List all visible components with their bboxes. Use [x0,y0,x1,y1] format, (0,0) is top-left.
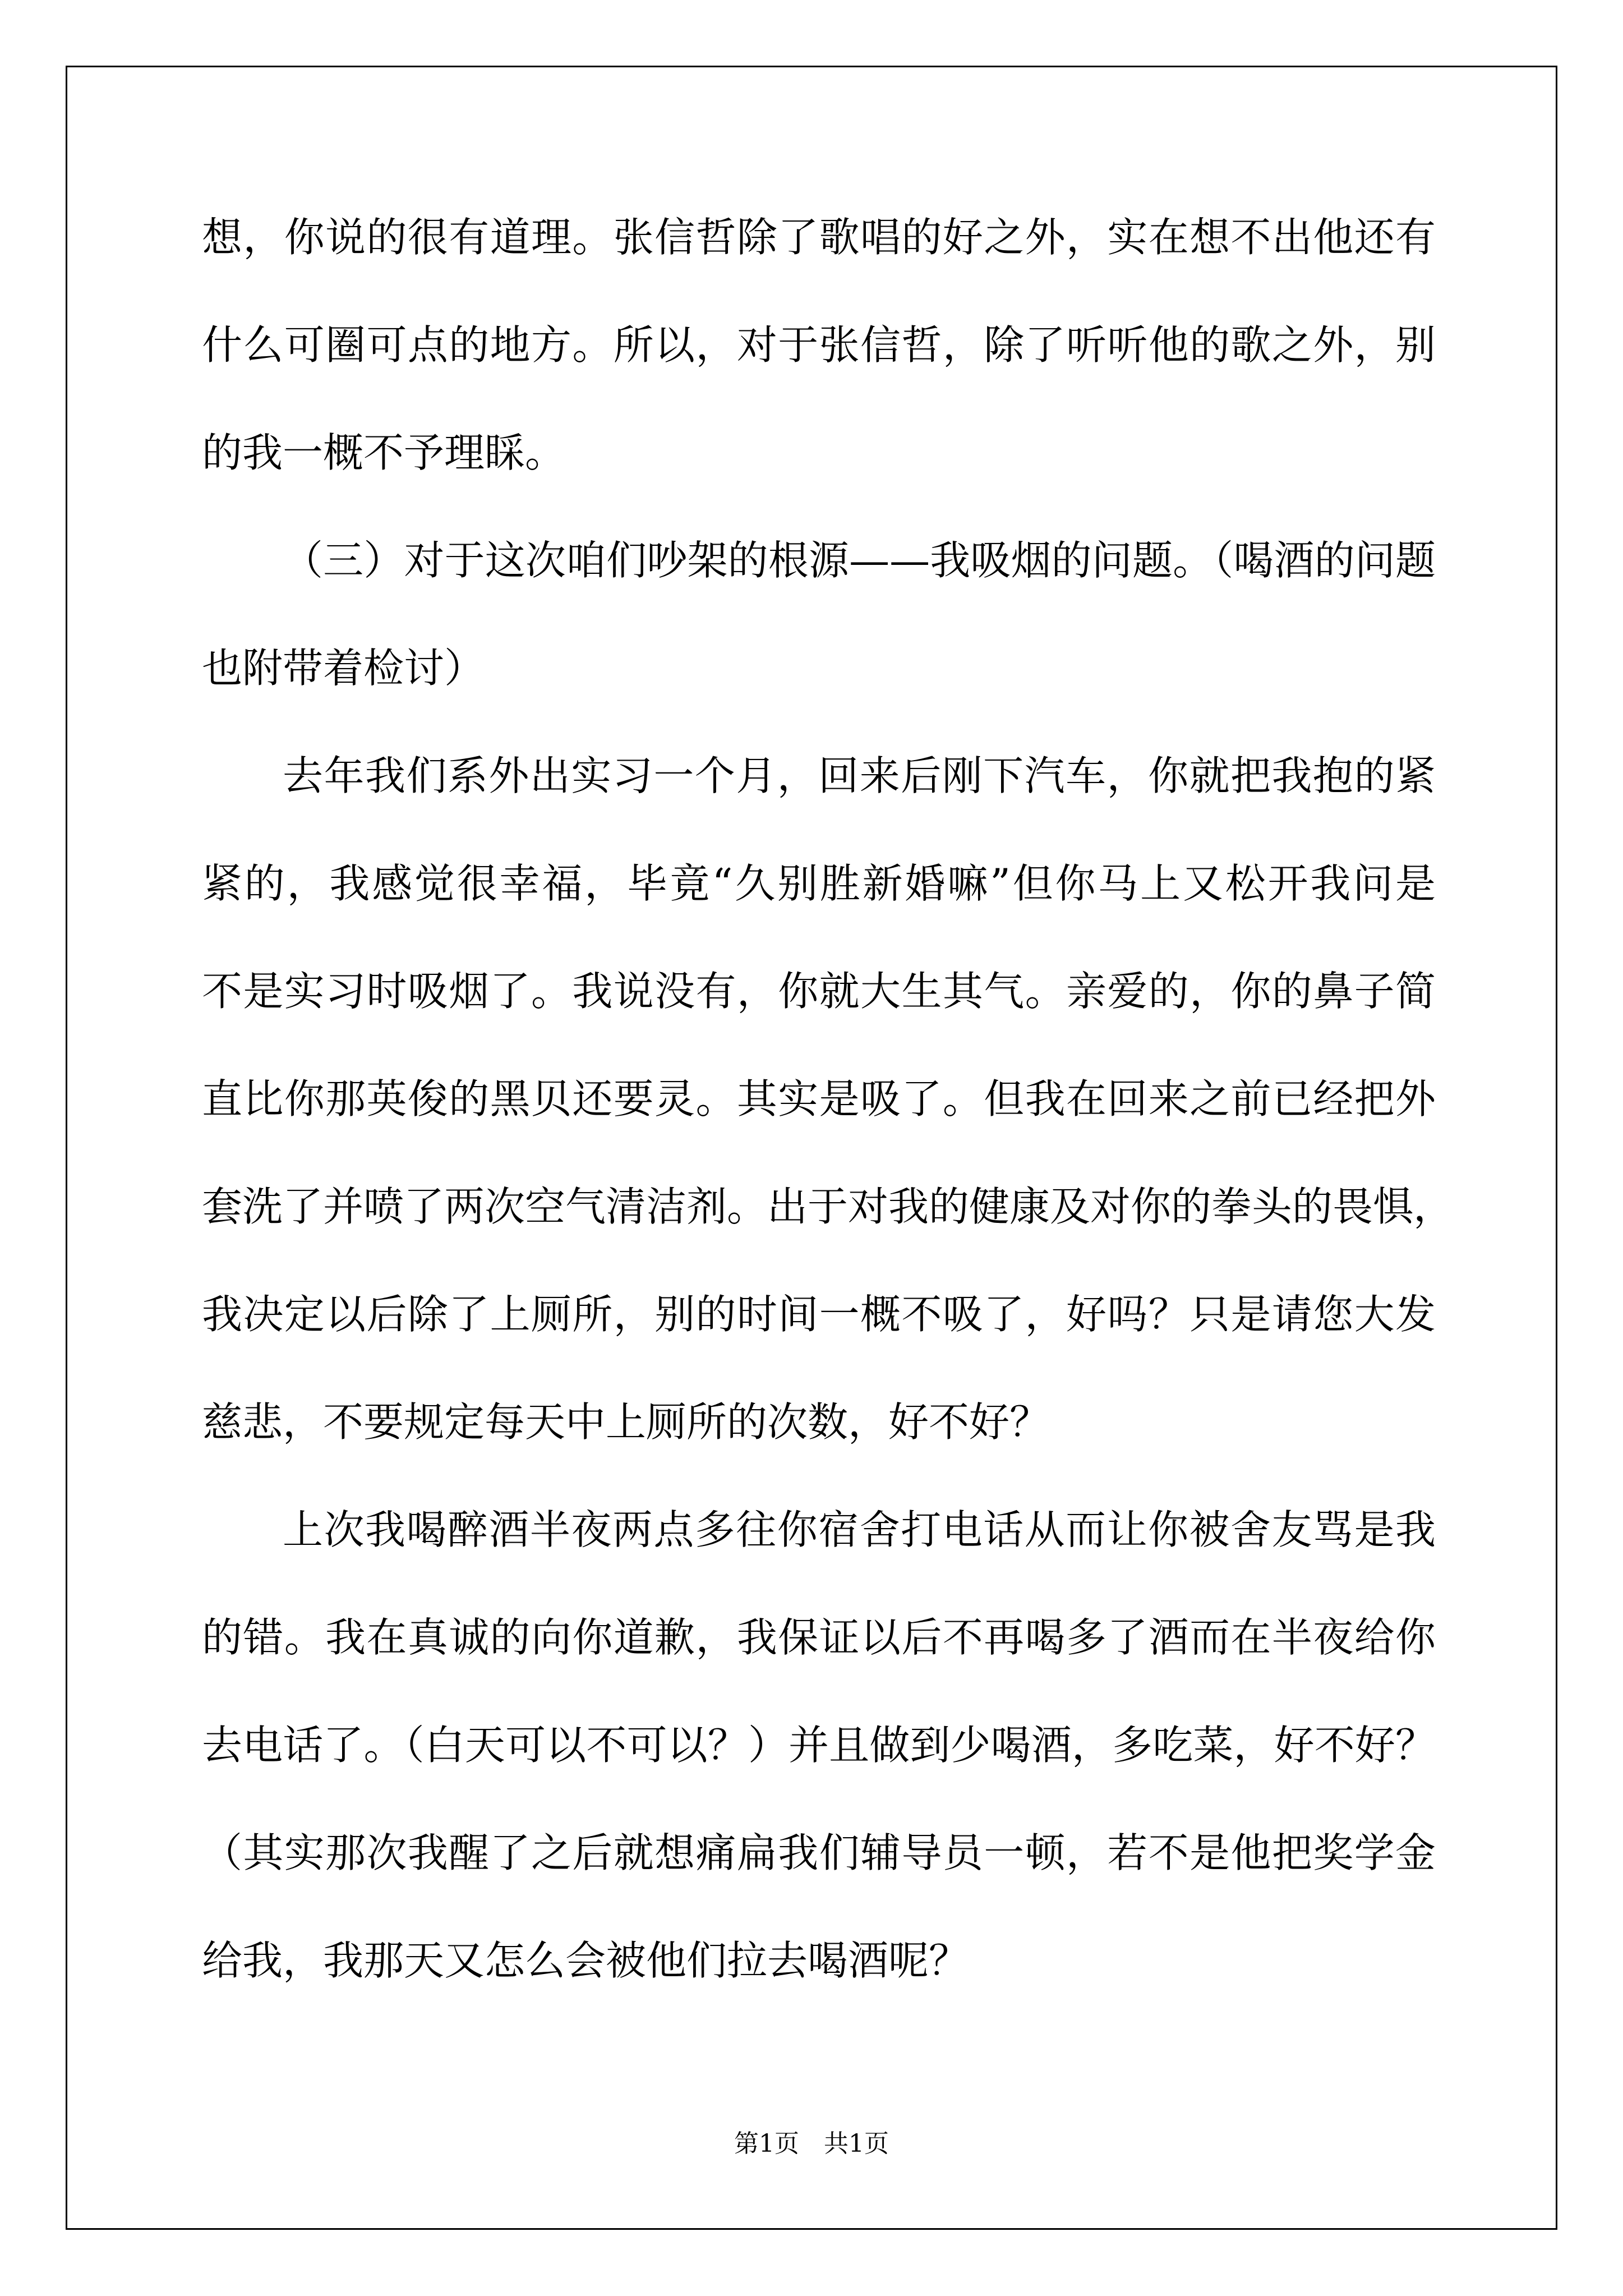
text-line-7: 紧的，我感觉很幸福，毕竟“久别胜新婚嘛”但你马上又松开我问是 [202,860,1436,907]
text-line-2: 什么可圈可点的地方。所以，对于张信哲，除了听听他的歌之外，别 [202,321,1436,369]
text-line-6: 去年我们系外出实习一个月，回来后刚下汽车，你就把我抱的紧 [283,752,1436,799]
text-line-11: 我决定以后除了上厕所，别的时间一概不吸了，好吗？只是请您大发 [202,1291,1436,1338]
text-line-4: （三）对于这次咱们吵架的根源——我吸烟的问题。（喝酒的问题 [283,537,1436,584]
text-line-8: 不是实习时吸烟了。我说没有，你就大生其气。亲爱的，你的鼻子简 [202,968,1436,1015]
text-line-3: 的我一概不予理睬。 [202,429,566,476]
text-line-13: 上次我喝醉酒半夜两点多往你宿舍打电话从而让你被舍友骂是我 [283,1506,1436,1553]
text-line-10: 套洗了并喷了两次空气清洁剂。出于对我的健康及对你的拳头的畏惧， [202,1183,1454,1230]
text-line-12: 慈悲，不要规定每天中上厕所的次数，好不好？ [202,1398,1050,1446]
text-line-15: 去电话了。（白天可以不可以？）并且做到少喝酒，多吃菜，好不好？ [202,1722,1436,1769]
text-line-5: 也附带着检讨） [202,645,485,692]
text-line-17: 给我，我那天又怎么会被他们拉去喝酒呢？ [202,1937,970,1984]
text-line-14: 的错。我在真诚的向你道歉，我保证以后不再喝多了酒而在半夜给你 [202,1614,1436,1661]
page-border [66,66,1557,2230]
text-line-9: 直比你那英俊的黑贝还要灵。其实是吸了。但我在回来之前已经把外 [202,1075,1436,1122]
text-line-1: 想，你说的很有道理。张信哲除了歌唱的好之外，实在想不出他还有 [202,214,1436,261]
text-line-16: （其实那次我醒了之后就想痛扁我们辅导员一顿，若不是他把奖学金 [202,1829,1436,1876]
page-footer: 第1页 共1页 [734,2129,889,2158]
